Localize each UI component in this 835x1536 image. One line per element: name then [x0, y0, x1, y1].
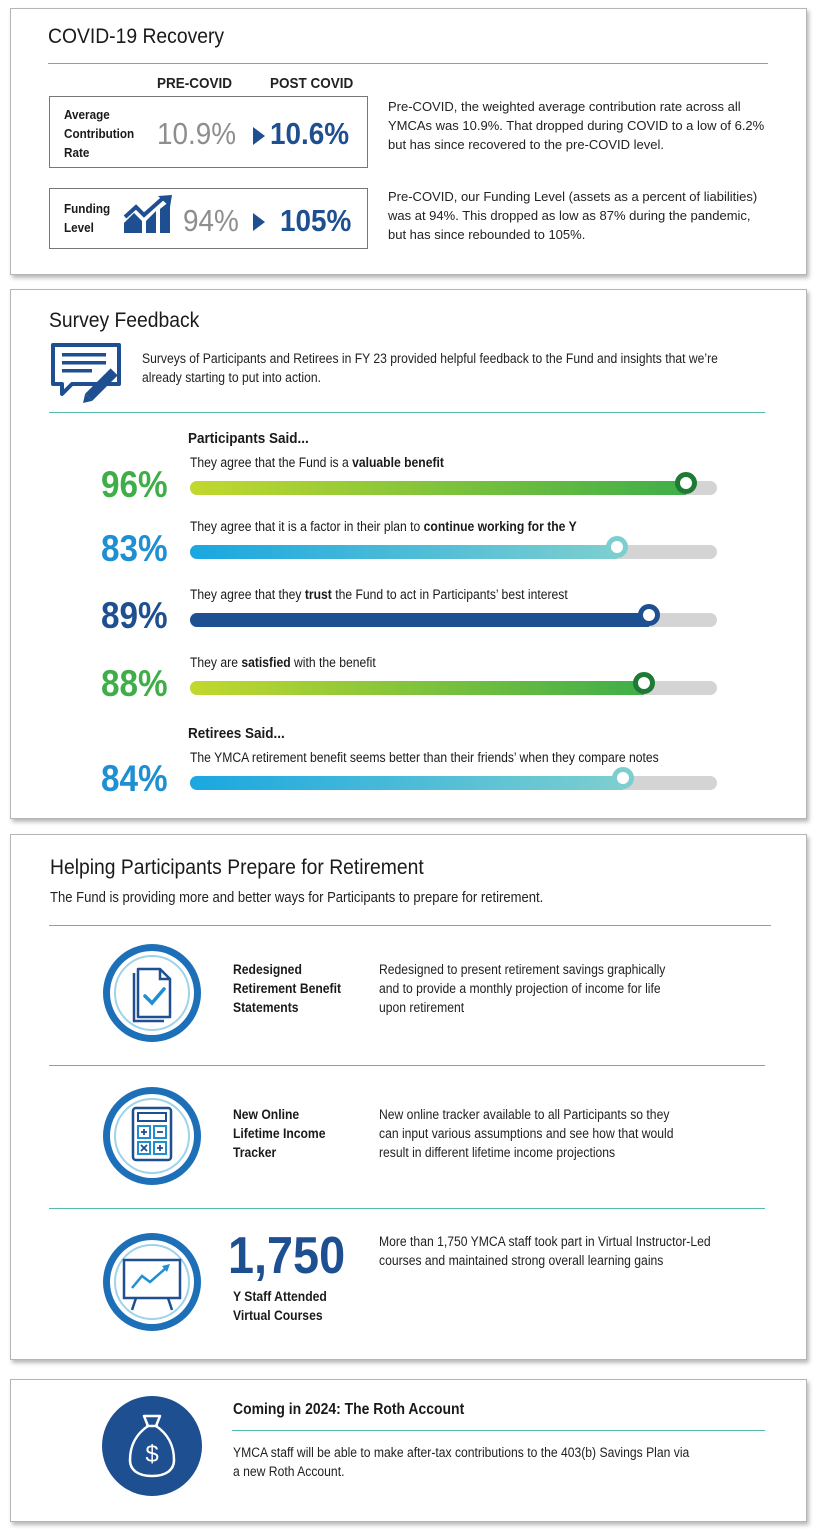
post-covid-header: POST COVID — [270, 75, 354, 92]
survey-statement — [190, 587, 568, 602]
survey-percent: 96% — [101, 464, 168, 505]
contribution-post-value: 10.6% — [270, 116, 350, 151]
survey-bar-knob — [612, 767, 634, 789]
survey-statement — [190, 655, 376, 670]
helping-divider-1 — [49, 925, 771, 926]
statements-title — [233, 960, 341, 1017]
participants-heading: Participants Said... — [188, 430, 309, 447]
roth-title: Coming in 2024: The Roth Account — [233, 1401, 465, 1418]
arrow-right-icon — [253, 127, 265, 145]
statement-text: They are — [190, 655, 242, 670]
survey-intro-text: Surveys of Participants and Retirees in FY 23 provided helpful feedback to the Fund and insights that we’re already starting to put into action. — [142, 351, 718, 385]
survey-bar-track — [190, 481, 717, 495]
desc-line: courses and maintained strong overall learning gains — [379, 1253, 664, 1268]
growth-chart-icon — [122, 195, 178, 235]
desc-line: a new Roth Account. — [233, 1464, 345, 1479]
title-line: Statements — [233, 1000, 299, 1015]
survey-bar-track — [190, 545, 717, 559]
funding-level-label — [64, 199, 110, 237]
desc-line: New online tracker available to all Participants so they — [379, 1107, 670, 1122]
survey-bar-knob — [638, 604, 660, 626]
tracker-description — [379, 1105, 673, 1162]
desc-line: and to provide a monthly projection of income for life — [379, 981, 661, 996]
label-line: Rate — [64, 145, 90, 160]
virtual-courses-description — [379, 1232, 711, 1270]
statement-text: the Fund to act in Participants’ best interest — [331, 587, 568, 602]
tracker-title — [233, 1105, 326, 1162]
virtual-courses-title — [233, 1287, 327, 1325]
statement-emphasis: valuable benefit — [352, 455, 444, 470]
survey-bar-knob — [606, 536, 628, 558]
desc-line: result in different lifetime income projections — [379, 1145, 616, 1160]
title-line: Retirement Benefit — [233, 981, 342, 996]
survey-bar-fill — [190, 545, 617, 559]
survey-bar-track — [190, 613, 717, 627]
statement-text: They agree that they — [190, 587, 305, 602]
title-line: Tracker — [233, 1145, 277, 1160]
retirees-heading: Retirees Said... — [188, 725, 285, 742]
label-line: Funding — [64, 201, 111, 216]
statement-emphasis: satisfied — [241, 655, 291, 670]
survey-percent: 88% — [101, 663, 168, 704]
title-line: Lifetime Income — [233, 1126, 326, 1141]
helping-divider-2 — [49, 1065, 765, 1066]
survey-title: Survey Feedback — [49, 309, 200, 332]
title-line: Y Staff Attended — [233, 1289, 327, 1304]
calculator-icon — [100, 1084, 204, 1188]
survey-percent: 89% — [101, 595, 168, 636]
funding-description: Pre-COVID, our Funding Level (assets as a percent of liabilities) was at 94%. This dropped as low as 87% during the pandemic, but has since rebounded to 105%. — [388, 189, 758, 242]
desc-line: can input various assumptions and see how that would — [379, 1126, 674, 1141]
document-checkmark-icon — [100, 941, 204, 1045]
survey-bar-knob — [675, 472, 697, 494]
money-bag-dollar-icon — [100, 1394, 204, 1498]
desc-line: More than 1,750 YMCA staff took part in Virtual Instructor-Led — [379, 1234, 711, 1249]
funding-post-value: 105% — [280, 203, 352, 238]
title-line: Redesigned — [233, 962, 302, 977]
survey-intro — [142, 349, 736, 387]
arrow-right-icon — [253, 213, 265, 231]
covid-divider — [48, 63, 768, 64]
desc-line: YMCA staff will be able to make after-tax contributions to the 403(b) Savings Plan via — [233, 1445, 690, 1460]
label-line: Level — [64, 220, 94, 235]
desc-line: upon retirement — [379, 1000, 465, 1015]
statements-description — [379, 960, 665, 1017]
survey-percent: 84% — [101, 758, 168, 799]
survey-bar-track — [190, 776, 717, 790]
presentation-board-icon — [100, 1230, 204, 1334]
title-line: New Online — [233, 1107, 300, 1122]
survey-statement — [190, 519, 577, 534]
funding-pre-value: 94% — [183, 203, 239, 238]
statement-emphasis: continue working for the Y — [423, 519, 577, 534]
contribution-rate-label — [64, 105, 134, 162]
survey-bar-fill — [190, 681, 644, 695]
survey-bar-track — [190, 681, 717, 695]
contribution-pre-value: 10.9% — [157, 116, 237, 151]
label-line: Contribution — [64, 126, 135, 141]
helping-title: Helping Participants Prepare for Retirement — [50, 856, 424, 879]
statement-emphasis: trust — [304, 587, 332, 602]
helping-intro: The Fund is providing more and better ways for Participants to prepare for retirement. — [50, 890, 544, 906]
survey-statement — [190, 750, 659, 765]
survey-divider — [49, 412, 765, 413]
statement-text: They agree that it is a factor in their plan to — [190, 519, 424, 534]
survey-bar-fill — [190, 481, 686, 495]
contribution-description: Pre-COVID, the weighted average contribution rate across all YMCAs was 10.9%. That dropped during COVID to a low of 6.2% but has since recovered to the pre-COVID level. — [388, 99, 765, 152]
roth-divider — [232, 1430, 765, 1431]
statement-text: They agree that the Fund is a — [190, 455, 353, 470]
staff-count: 1,750 — [228, 1227, 346, 1285]
survey-statement — [190, 455, 444, 470]
chat-document-pencil-icon — [50, 342, 122, 404]
survey-bar-knob — [633, 672, 655, 694]
roth-description — [233, 1443, 689, 1481]
statement-text: The YMCA retirement benefit seems better than their friends’ when they compare notes — [190, 750, 659, 765]
survey-bar-fill — [190, 613, 649, 627]
covid-title: COVID-19 Recovery — [48, 25, 225, 48]
title-line: Virtual Courses — [233, 1308, 323, 1323]
survey-bar-fill — [190, 776, 623, 790]
svg-text:$: $ — [145, 1441, 159, 1468]
desc-line: Redesigned to present retirement savings graphically — [379, 962, 666, 977]
label-line: Average — [64, 107, 110, 122]
statement-text: with the benefit — [290, 655, 376, 670]
pre-covid-header: PRE-COVID — [157, 75, 233, 92]
survey-percent: 83% — [101, 528, 168, 569]
helping-divider-3 — [49, 1208, 765, 1209]
